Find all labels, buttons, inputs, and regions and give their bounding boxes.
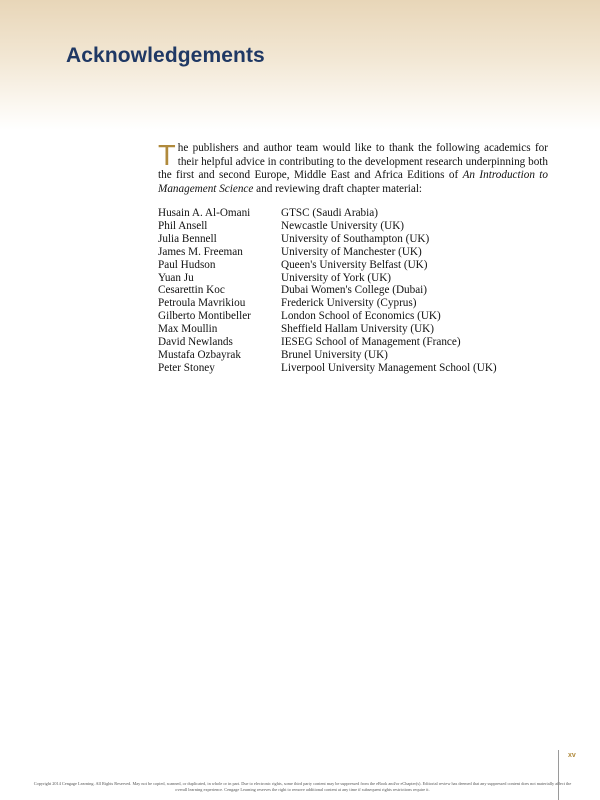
page-title: Acknowledgements bbox=[66, 44, 265, 67]
reviewer-name: Yuan Ju bbox=[158, 271, 194, 284]
reviewer-institution: Sheffield Hallam University (UK) bbox=[281, 323, 434, 336]
acknowledgement-row bbox=[158, 336, 558, 349]
reviewer-institution: University of York (UK) bbox=[281, 271, 392, 284]
reviewer-name: Gilberto Montibeller bbox=[158, 310, 251, 323]
reviewer-institution: Queen's University Belfast (UK) bbox=[281, 258, 428, 271]
intro-paragraph bbox=[158, 142, 548, 196]
reviewer-institution: Liverpool University Management School (UK) bbox=[281, 361, 497, 374]
acknowledgement-row bbox=[158, 310, 558, 323]
copyright-notice: Copyright 2014 Cengage Learning. All Rights Reserved. May not be copied, scanned, or duplicated, in whole or in part. Due to electronic rights, some third party content may be suppressed from the eBook and/or eChapter(s). Editorial review has deemed that any suppressed content does not materially affect the overall learning experience. Cengage Learning reserves the right to remove additional content at any time if subsequent rights restrictions require it. bbox=[33, 781, 572, 792]
acknowledgement-row bbox=[158, 349, 558, 362]
intro-text-before: he publishers and author team would like to thank the following academics for their helpful advice in contributing to the development research underpinning both the first and second Europe, Middle East and Africa Editions of bbox=[158, 142, 548, 182]
reviewer-institution: Brunel University (UK) bbox=[281, 348, 388, 361]
reviewer-name: Cesarettin Koc bbox=[158, 284, 225, 297]
reviewer-name: Julia Bennell bbox=[158, 232, 217, 245]
intro-text-after: and reviewing draft chapter material: bbox=[253, 182, 423, 195]
acknowledgement-row bbox=[158, 259, 558, 272]
reviewer-name: Peter Stoney bbox=[158, 361, 215, 374]
reviewer-name: Mustafa Ozbayrak bbox=[158, 348, 241, 361]
acknowledgement-row bbox=[158, 246, 558, 259]
acknowledgement-row bbox=[158, 272, 558, 285]
acknowledgement-row bbox=[158, 284, 558, 297]
page-number: xv bbox=[568, 752, 576, 759]
reviewer-name: Petroula Mavrikiou bbox=[158, 297, 246, 310]
reviewer-institution: Newcastle University (UK) bbox=[281, 219, 405, 232]
reviewer-name: Paul Hudson bbox=[158, 258, 216, 271]
reviewer-institution: Dubai Women's College (Dubai) bbox=[281, 284, 428, 297]
drop-cap: T bbox=[158, 140, 176, 172]
acknowledgement-row bbox=[158, 220, 558, 233]
reviewer-institution: University of Southampton (UK) bbox=[281, 232, 430, 245]
acknowledgement-row bbox=[158, 207, 558, 220]
reviewer-institution: London School of Economics (UK) bbox=[281, 310, 441, 323]
reviewer-institution: IESEG School of Management (France) bbox=[281, 336, 461, 349]
book-title: An Introduction to Management Science bbox=[158, 169, 548, 195]
acknowledgement-row bbox=[158, 297, 558, 310]
reviewer-name: Max Moullin bbox=[158, 323, 218, 336]
reviewer-name: Husain A. Al-Omani bbox=[158, 207, 251, 219]
reviewer-institution: University of Manchester (UK) bbox=[281, 245, 422, 258]
acknowledgements-list bbox=[158, 207, 558, 375]
reviewer-name: James M. Freeman bbox=[158, 245, 243, 258]
reviewer-name: Phil Ansell bbox=[158, 219, 208, 232]
acknowledgement-row bbox=[158, 362, 558, 375]
acknowledgement-row bbox=[158, 323, 558, 336]
reviewer-institution: Frederick University (Cyprus) bbox=[281, 297, 417, 310]
reviewer-name: David Newlands bbox=[158, 336, 233, 349]
acknowledgement-row bbox=[158, 233, 558, 246]
reviewer-institution: GTSC (Saudi Arabia) bbox=[281, 207, 378, 219]
